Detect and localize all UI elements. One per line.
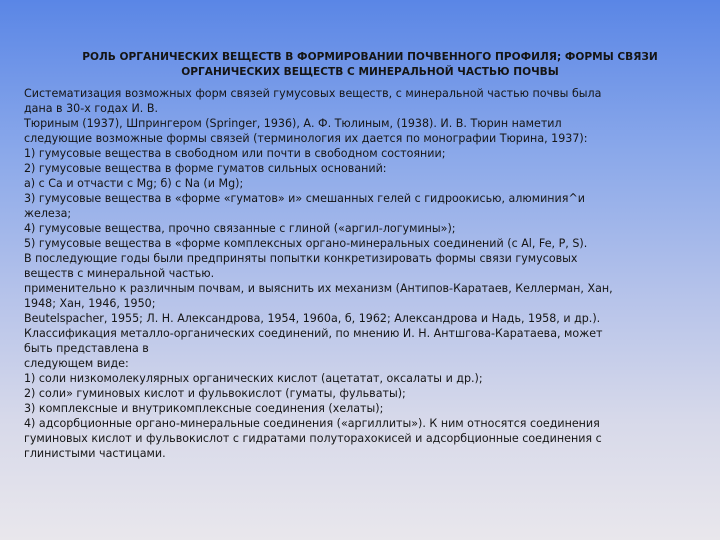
paragraph — [24, 191, 700, 221]
text-line: 5) гумусовые вещества в «форме комплексных органо-минеральных соединений (с Al, Fe, P, S). — [24, 237, 588, 250]
text-line: Тюриным (1937), Шпрингером (Springer, 1936), А. Ф. Тюлиным, (1938). И. В. Тюрин наметил — [24, 117, 562, 130]
text-line: а) с Са и отчасти с Mg; б) с Na (и Mg); — [24, 177, 244, 190]
text-line: глинистыми частицами. — [24, 447, 166, 460]
text-line: 2) гумусовые вещества в форме гуматов сильных оснований: — [24, 162, 387, 175]
title-line: РОЛЬ ОРГАНИЧЕСКИХ ВЕЩЕСТВ В ФОРМИРОВАНИИ ПОЧВЕННОГО ПРОФИЛЯ; ФОРМЫ СВЯЗИ — [82, 51, 658, 63]
text-line: 4) гумусовые вещества, прочно связанные с глиной («аргил-логумины»); — [24, 222, 456, 235]
paragraph — [24, 146, 700, 161]
text-line: применительно к различным почвам, и выяснить их механизм (Антипов-Каратаев, Келлерман, Хан, — [24, 282, 613, 295]
paragraph — [24, 221, 700, 236]
text-line: следующие возможные формы связей (терминология их дается по монографии Тюрина, 1937): — [24, 132, 588, 145]
slide-body — [24, 86, 700, 461]
paragraph — [24, 356, 700, 371]
text-line: 1) соли низкомолекулярных органических кислот (ацетатат, оксалаты и др.); — [24, 372, 483, 385]
title-line: ОРГАНИЧЕСКИХ ВЕЩЕСТВ С МИНЕРАЛЬНОЙ ЧАСТЬЮ ПОЧВЫ — [181, 66, 559, 78]
text-line: В последующие годы были предприняты попытки конкретизировать формы связи гумусовых — [24, 252, 578, 265]
paragraph — [24, 371, 700, 386]
text-line: быть представлена в — [24, 342, 149, 355]
paragraph — [24, 416, 700, 461]
text-line: 3) гумусовые вещества в «форме «гуматов» и» смешанных гелей с гидроокисью, алюминия^и — [24, 192, 585, 205]
text-line: Beutelspacher, 1955; Л. Н. Александрова, 1954, 1960а, б, 1962; Александрова и Надь, 1958, и др.). — [24, 312, 601, 325]
paragraph — [24, 386, 700, 401]
text-line: следующем виде: — [24, 357, 129, 370]
paragraph — [24, 251, 700, 281]
text-line: Классификация металло-органических соединений, по мнению И. Н. Антшгова-Каратаева, может — [24, 327, 603, 340]
text-line: 1) гумусовые вещества в свободном или почти в свободном состоянии; — [24, 147, 446, 160]
text-line: 4) адсорбционные органо-минеральные соединения («аргиллиты»). К ним относятся соединения — [24, 417, 600, 430]
paragraph — [24, 86, 700, 116]
text-line: 2) соли» гуминовых кислот и фульвокислот (гуматы, фульваты); — [24, 387, 406, 400]
paragraph — [24, 401, 700, 416]
paragraph — [24, 311, 700, 326]
paragraph — [24, 326, 700, 356]
text-line: 1948; Хан, 1946, 1950; — [24, 297, 156, 310]
slide-title — [60, 50, 680, 80]
paragraph — [24, 236, 700, 251]
text-line: 3) комплексные и внутрикомплексные соединения (хелаты); — [24, 402, 384, 415]
text-line: железа; — [24, 207, 72, 220]
text-line: гуминовых кислот и фульвокислот с гидратами полуторахокисей и адсорбционные соединения с — [24, 432, 602, 445]
text-line: Систематизация возможных форм связей гумусовых веществ, с минеральной частью почвы была — [24, 87, 602, 100]
text-line: дана в 30-х годах И. В. — [24, 102, 158, 115]
paragraph — [24, 281, 700, 311]
text-line: веществ с минеральной частью. — [24, 267, 215, 280]
paragraph — [24, 116, 700, 146]
paragraph — [24, 176, 700, 191]
paragraph — [24, 161, 700, 176]
